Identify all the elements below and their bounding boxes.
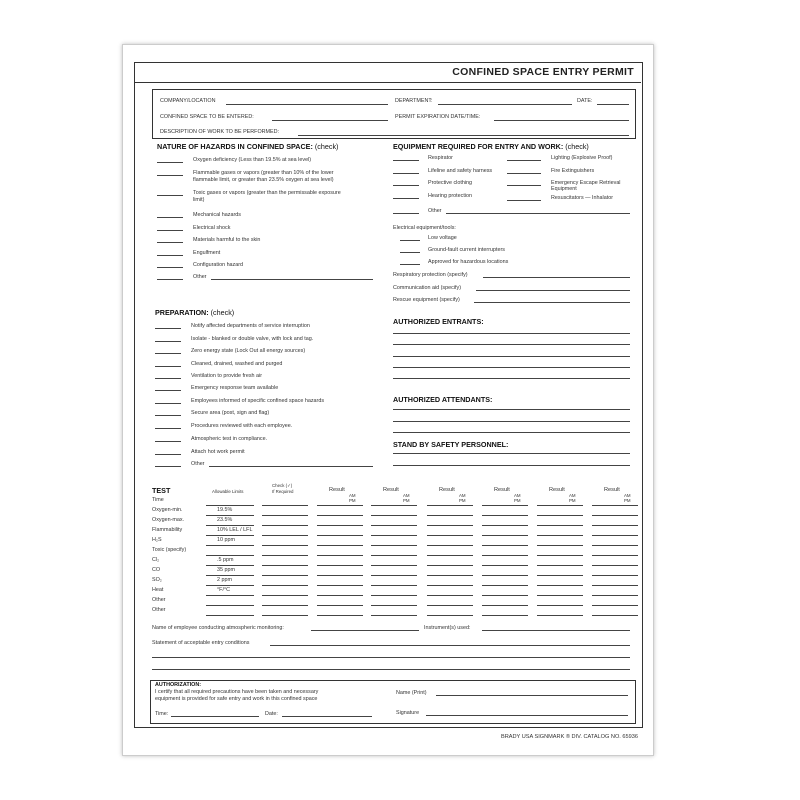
test-result-line[interactable] bbox=[427, 565, 473, 566]
allowable-header: Allowable Limits bbox=[212, 489, 244, 494]
test-row-name: H₂S bbox=[152, 537, 162, 543]
test-result-line[interactable] bbox=[371, 515, 417, 516]
test-row-name: Oxygen-max. bbox=[152, 517, 185, 523]
expiration-field[interactable] bbox=[494, 120, 629, 121]
equipment-item-label: Hearing protection bbox=[428, 193, 473, 199]
electrical-item-label: Low voltage bbox=[428, 235, 457, 241]
prep-check-blank[interactable] bbox=[155, 415, 181, 416]
equipment-item-label: Protective clothing bbox=[428, 180, 473, 186]
hazard-item-label: Engulfment bbox=[193, 250, 221, 256]
test-row-name: Flammability bbox=[152, 527, 183, 533]
authorization-text-2: equipment is provided for safe entry and work in this confined space bbox=[155, 696, 318, 702]
test-limit-line bbox=[206, 525, 254, 526]
test-result-line[interactable] bbox=[317, 545, 363, 546]
equipment-item-label: Respirator bbox=[428, 155, 453, 161]
test-result-line[interactable] bbox=[537, 535, 583, 536]
check-header: Check (✓) bbox=[272, 483, 293, 488]
equipment-check-blank[interactable] bbox=[393, 173, 419, 174]
prep-item-label: Isolate - blanked or double valve, with lock and tag. bbox=[191, 336, 314, 342]
test-result-line[interactable] bbox=[482, 505, 528, 506]
authorization-heading: AUTHORIZATION: bbox=[155, 682, 202, 688]
test-result-line[interactable] bbox=[427, 545, 473, 546]
result-am: AM bbox=[514, 493, 521, 498]
test-check-line[interactable] bbox=[262, 615, 308, 616]
equipment-right-check-blank[interactable] bbox=[507, 173, 541, 174]
prep-item-label: Attach hot work permit bbox=[191, 449, 245, 455]
standby-heading: STAND BY SAFETY PERSONNEL: bbox=[393, 440, 509, 449]
respiratory-field[interactable] bbox=[483, 277, 630, 278]
test-check-line[interactable] bbox=[262, 515, 308, 516]
prep-check-blank[interactable] bbox=[155, 390, 181, 391]
test-result-line[interactable] bbox=[592, 545, 638, 546]
test-limit-line bbox=[206, 565, 254, 566]
test-result-line[interactable] bbox=[317, 605, 363, 606]
test-result-line[interactable] bbox=[427, 615, 473, 616]
date-field[interactable] bbox=[597, 104, 629, 105]
equipment-right-label: Lighting (Explosive Proof) bbox=[551, 155, 613, 161]
test-result-line[interactable] bbox=[371, 535, 417, 536]
test-result-line[interactable] bbox=[537, 585, 583, 586]
test-row-limit: 19.5% bbox=[217, 507, 233, 513]
result-header: Result bbox=[329, 487, 345, 493]
test-result-line[interactable] bbox=[427, 555, 473, 556]
hazard-check-blank[interactable] bbox=[157, 230, 183, 231]
test-result-line[interactable] bbox=[482, 565, 528, 566]
hazard-item-label: Other bbox=[193, 274, 207, 280]
test-result-line[interactable] bbox=[592, 595, 638, 596]
equipment-right-check-blank[interactable] bbox=[507, 160, 541, 161]
test-row-limit: °F/°C bbox=[217, 587, 230, 593]
hazard-check-blank[interactable] bbox=[157, 279, 183, 280]
electrical-item-label: Ground-fault current interrupters bbox=[428, 247, 506, 253]
auth-signature-label: Signature bbox=[396, 710, 420, 716]
prep-item-label: Other bbox=[191, 461, 205, 467]
work-label: DESCRIPTION OF WORK TO BE PERFORMED: bbox=[160, 129, 280, 135]
test-result-line[interactable] bbox=[371, 545, 417, 546]
monitoring-field[interactable] bbox=[311, 630, 419, 631]
test-row-limit: 35 ppm bbox=[217, 567, 235, 573]
test-result-line[interactable] bbox=[592, 515, 638, 516]
test-result-line[interactable] bbox=[317, 565, 363, 566]
test-limit-line bbox=[206, 545, 254, 546]
test-result-line[interactable] bbox=[317, 505, 363, 506]
work-field[interactable] bbox=[298, 135, 629, 136]
instruments-field[interactable] bbox=[482, 630, 630, 631]
prep-item-label: Ventilation to provide fresh air bbox=[191, 373, 263, 379]
test-result-line[interactable] bbox=[317, 595, 363, 596]
test-result-line[interactable] bbox=[317, 575, 363, 576]
test-row-name: Toxic (specify) bbox=[152, 547, 187, 553]
test-result-line[interactable] bbox=[427, 525, 473, 526]
test-result-line[interactable] bbox=[482, 575, 528, 576]
test-result-line[interactable] bbox=[317, 555, 363, 556]
prep-check-blank[interactable] bbox=[155, 341, 181, 342]
test-limit-line bbox=[206, 535, 254, 536]
test-row-name: Time bbox=[152, 497, 164, 503]
rescue-label: Rescue equipment (specify) bbox=[393, 297, 460, 303]
test-row-name: Oxygen-min. bbox=[152, 507, 183, 513]
attendant-line[interactable] bbox=[393, 409, 630, 410]
prep-item-label: Notify affected departments of service interruption bbox=[191, 323, 310, 329]
test-limit-line bbox=[206, 595, 254, 596]
test-result-line[interactable] bbox=[317, 615, 363, 616]
result-pm: PM bbox=[624, 498, 631, 503]
test-result-line[interactable] bbox=[427, 595, 473, 596]
test-row-limit: 23.5% bbox=[217, 517, 233, 523]
equipment-right-label: Emergency Escape Retrieval bbox=[551, 180, 621, 186]
equipment-right-check-blank[interactable] bbox=[507, 185, 541, 186]
hazard-item-label: Electrical shock bbox=[193, 225, 231, 231]
result-pm: PM bbox=[514, 498, 521, 503]
hazard-item-label: flammable limit, or greater than 23.5% oxygen at sea level) bbox=[193, 177, 334, 183]
hazard-item-label: Materials harmful to the skin bbox=[193, 237, 261, 243]
electrical-label: Electrical equipment/tools: bbox=[393, 225, 456, 231]
test-row-name: Other bbox=[152, 597, 166, 603]
prep-check-blank[interactable] bbox=[155, 353, 181, 354]
entrant-line[interactable] bbox=[393, 367, 630, 368]
test-row-name: Cl₂ bbox=[152, 557, 160, 563]
result-pm: PM bbox=[569, 498, 576, 503]
result-header: Result bbox=[549, 487, 565, 493]
if-required-header: If Required bbox=[272, 489, 294, 494]
equipment-heading: EQUIPMENT REQUIRED FOR ENTRY AND WORK: (check) bbox=[393, 142, 589, 151]
date-label: DATE: bbox=[577, 98, 593, 104]
hazard-other-field[interactable] bbox=[211, 279, 373, 280]
hazard-item-label: Configuration hazard bbox=[193, 262, 244, 268]
test-result-line[interactable] bbox=[317, 535, 363, 536]
equipment-item-label: Other bbox=[428, 208, 442, 214]
result-header: Result bbox=[494, 487, 510, 493]
prep-check-blank[interactable] bbox=[155, 454, 181, 455]
test-row-limit: 10 ppm bbox=[217, 537, 235, 543]
test-check-line[interactable] bbox=[262, 585, 308, 586]
test-result-line[interactable] bbox=[317, 525, 363, 526]
equipment-check-blank[interactable] bbox=[393, 185, 419, 186]
standby-line[interactable] bbox=[393, 465, 630, 466]
test-result-line[interactable] bbox=[482, 595, 528, 596]
hazard-item-label: Mechanical hazards bbox=[193, 212, 241, 218]
hazard-item-label: limit) bbox=[193, 197, 205, 203]
result-header: Result bbox=[383, 487, 399, 493]
expiration-label: PERMIT EXPIRATION DATE/TIME: bbox=[395, 114, 481, 120]
auth-time-field[interactable] bbox=[171, 716, 259, 717]
test-result-line[interactable] bbox=[482, 555, 528, 556]
test-result-line[interactable] bbox=[537, 575, 583, 576]
entrant-line[interactable] bbox=[393, 333, 630, 334]
test-row-name: Heat bbox=[152, 587, 164, 593]
prep-item-label: Emergency response team available bbox=[191, 385, 279, 391]
hazard-check-blank[interactable] bbox=[157, 162, 183, 163]
authorization-box bbox=[150, 680, 636, 724]
test-result-line[interactable] bbox=[537, 525, 583, 526]
test-result-line[interactable] bbox=[317, 515, 363, 516]
electrical-check-blank[interactable] bbox=[400, 240, 420, 241]
equipment-right-check-blank[interactable] bbox=[507, 200, 541, 201]
test-result-line[interactable] bbox=[537, 565, 583, 566]
hazard-check-blank[interactable] bbox=[157, 217, 183, 218]
auth-date-label: Date: bbox=[265, 711, 278, 717]
test-result-line[interactable] bbox=[427, 575, 473, 576]
statement-line-2[interactable] bbox=[152, 657, 630, 658]
test-result-line[interactable] bbox=[482, 515, 528, 516]
test-result-line[interactable] bbox=[482, 615, 528, 616]
hazards-heading: NATURE OF HAZARDS IN CONFINED SPACE: (check) bbox=[157, 142, 339, 151]
entrant-line[interactable] bbox=[393, 356, 630, 357]
equipment-check-blank[interactable] bbox=[393, 160, 419, 161]
result-am: AM bbox=[569, 493, 576, 498]
test-result-line[interactable] bbox=[371, 525, 417, 526]
result-pm: PM bbox=[403, 498, 410, 503]
test-row-name: SO₂ bbox=[152, 577, 162, 583]
prep-check-blank[interactable] bbox=[155, 328, 181, 329]
result-am: AM bbox=[349, 493, 356, 498]
electrical-check-blank[interactable] bbox=[400, 252, 420, 253]
test-limit-line bbox=[206, 505, 254, 506]
auth-name-label: Name (Print) bbox=[396, 690, 427, 696]
prep-check-blank[interactable] bbox=[155, 366, 181, 367]
test-row-limit: .5 ppm bbox=[217, 557, 234, 563]
test-result-line[interactable] bbox=[537, 545, 583, 546]
authorization-text-1: I certify that all required precautions have been taken and necessary bbox=[155, 689, 319, 695]
test-row-limit: 10% LEL / LFL bbox=[217, 527, 253, 533]
test-check-line[interactable] bbox=[262, 595, 308, 596]
test-result-line[interactable] bbox=[482, 525, 528, 526]
communication-field[interactable] bbox=[476, 290, 630, 291]
entrant-line[interactable] bbox=[393, 344, 630, 345]
equipment-right-label: Fire Extinguishers bbox=[551, 168, 595, 174]
test-result-line[interactable] bbox=[592, 505, 638, 506]
test-limit-line bbox=[206, 555, 254, 556]
test-result-line[interactable] bbox=[371, 595, 417, 596]
catalog-footer: BRADY USA SIGNMARK ® DIV. CATALOG NO. 65936 bbox=[501, 734, 638, 740]
space-field[interactable] bbox=[272, 120, 388, 121]
respiratory-label: Respiratory protection (specify) bbox=[393, 272, 468, 278]
hazard-check-blank[interactable] bbox=[157, 267, 183, 268]
test-result-line[interactable] bbox=[427, 605, 473, 606]
result-header: Result bbox=[439, 487, 455, 493]
result-pm: PM bbox=[349, 498, 356, 503]
equipment-check-blank[interactable] bbox=[393, 198, 419, 199]
test-check-line[interactable] bbox=[262, 525, 308, 526]
result-am: AM bbox=[459, 493, 466, 498]
auth-date-field[interactable] bbox=[282, 716, 372, 717]
prep-check-blank[interactable] bbox=[155, 441, 181, 442]
test-result-line[interactable] bbox=[537, 605, 583, 606]
test-result-line[interactable] bbox=[592, 565, 638, 566]
attendant-line[interactable] bbox=[393, 421, 630, 422]
test-check-line[interactable] bbox=[262, 605, 308, 606]
hazard-check-blank[interactable] bbox=[157, 242, 183, 243]
test-result-line[interactable] bbox=[482, 545, 528, 546]
company-field[interactable] bbox=[226, 104, 388, 105]
test-result-line[interactable] bbox=[482, 535, 528, 536]
attendant-line[interactable] bbox=[393, 432, 630, 433]
auth-name-field[interactable] bbox=[436, 695, 628, 696]
test-result-line[interactable] bbox=[371, 575, 417, 576]
instruments-label: Instrument(s) used: bbox=[424, 625, 471, 631]
test-result-line[interactable] bbox=[537, 615, 583, 616]
hazard-check-blank[interactable] bbox=[157, 255, 183, 256]
test-result-line[interactable] bbox=[371, 565, 417, 566]
hazard-item-label: Toxic gases or vapors (greater than the permissable exposure bbox=[193, 190, 341, 196]
test-result-line[interactable] bbox=[537, 555, 583, 556]
prep-check-blank[interactable] bbox=[155, 466, 181, 467]
monitoring-label: Name of employee conducting atmospheric monitoring: bbox=[152, 625, 284, 631]
test-heading: TEST bbox=[152, 486, 171, 495]
electrical-item-label: Approved for hazardous locations bbox=[428, 259, 509, 265]
hazard-check-blank[interactable] bbox=[157, 195, 183, 196]
result-pm: PM bbox=[459, 498, 466, 503]
test-limit-line bbox=[206, 605, 254, 606]
test-result-line[interactable] bbox=[537, 595, 583, 596]
test-check-line[interactable] bbox=[262, 545, 308, 546]
standby-line[interactable] bbox=[393, 453, 630, 454]
test-result-line[interactable] bbox=[537, 515, 583, 516]
prep-check-blank[interactable] bbox=[155, 428, 181, 429]
test-result-line[interactable] bbox=[371, 605, 417, 606]
test-result-line[interactable] bbox=[371, 555, 417, 556]
test-result-line[interactable] bbox=[592, 585, 638, 586]
statement-label: Statement of acceptable entry conditions bbox=[152, 640, 250, 646]
hazard-check-blank[interactable] bbox=[157, 175, 183, 176]
prep-other-field[interactable] bbox=[209, 466, 373, 467]
hazard-item-label: Flammable gases or vapors (greater than 10% of the lower bbox=[193, 170, 334, 176]
test-result-line[interactable] bbox=[592, 615, 638, 616]
test-result-line[interactable] bbox=[427, 585, 473, 586]
equipment-check-blank[interactable] bbox=[393, 213, 419, 214]
test-result-line[interactable] bbox=[592, 535, 638, 536]
auth-signature-field[interactable] bbox=[426, 715, 628, 716]
test-result-line[interactable] bbox=[371, 505, 417, 506]
test-row-name: CO bbox=[152, 567, 161, 573]
page-title: CONFINED SPACE ENTRY PERMIT bbox=[452, 66, 634, 78]
equipment-other-field[interactable] bbox=[446, 213, 630, 214]
test-limit-line bbox=[206, 585, 254, 586]
equipment-item-label: Lifeline and safety harness bbox=[428, 168, 493, 174]
prep-check-blank[interactable] bbox=[155, 378, 181, 379]
test-result-line[interactable] bbox=[427, 535, 473, 536]
hazard-item-label: Oxygen deficiency (Less than 19.5% at sea level) bbox=[193, 157, 312, 163]
prep-item-label: Employees informed of specific confined space hazards bbox=[191, 398, 325, 404]
space-label: CONFINED SPACE TO BE ENTERED: bbox=[160, 114, 254, 120]
test-result-line[interactable] bbox=[592, 525, 638, 526]
department-field[interactable] bbox=[438, 104, 572, 105]
company-label: COMPANY/LOCATION bbox=[160, 98, 216, 104]
prep-item-label: Cleaned, drained, washed and purged bbox=[191, 361, 283, 367]
prep-item-label: Zero energy state (Lock Out all energy sources) bbox=[191, 348, 306, 354]
test-result-line[interactable] bbox=[537, 505, 583, 506]
department-label: DEPARTMENT: bbox=[395, 98, 433, 104]
test-row-limit: 2 ppm bbox=[217, 577, 232, 583]
test-check-line[interactable] bbox=[262, 555, 308, 556]
test-check-line[interactable] bbox=[262, 535, 308, 536]
communication-label: Communication aid (specify) bbox=[393, 285, 462, 291]
test-result-line[interactable] bbox=[592, 555, 638, 556]
preparation-heading: PREPARATION: (check) bbox=[155, 308, 235, 317]
test-check-line[interactable] bbox=[262, 565, 308, 566]
title-rule bbox=[134, 82, 641, 83]
test-result-line[interactable] bbox=[427, 515, 473, 516]
prep-item-label: Atmospheric test in compliance. bbox=[191, 436, 268, 442]
entrants-heading: AUTHORIZED ENTRANTS: bbox=[393, 317, 484, 326]
test-result-line[interactable] bbox=[592, 575, 638, 576]
test-result-line[interactable] bbox=[317, 585, 363, 586]
test-result-line[interactable] bbox=[482, 605, 528, 606]
result-header: Result bbox=[604, 487, 620, 493]
prep-item-label: Secure area (post, sign and flag) bbox=[191, 410, 270, 416]
test-row-name: Other bbox=[152, 607, 166, 613]
prep-item-label: Procedures reviewed with each employee. bbox=[191, 423, 293, 429]
test-limit-line bbox=[206, 615, 254, 616]
test-check-line[interactable] bbox=[262, 505, 308, 506]
test-result-line[interactable] bbox=[371, 615, 417, 616]
result-am: AM bbox=[403, 493, 410, 498]
test-result-line[interactable] bbox=[427, 505, 473, 506]
test-limit-line bbox=[206, 515, 254, 516]
equipment-right-label: Equipment bbox=[551, 186, 577, 192]
test-result-line[interactable] bbox=[371, 585, 417, 586]
equipment-right-label: Resuscitators — Inhalator bbox=[551, 195, 614, 201]
entrant-line[interactable] bbox=[393, 378, 630, 379]
attendants-heading: AUTHORIZED ATTENDANTS: bbox=[393, 395, 493, 404]
statement-line-3[interactable] bbox=[152, 669, 630, 670]
electrical-check-blank[interactable] bbox=[400, 264, 420, 265]
auth-time-label: Time: bbox=[155, 711, 169, 717]
rescue-field[interactable] bbox=[474, 302, 630, 303]
test-result-line[interactable] bbox=[482, 585, 528, 586]
prep-check-blank[interactable] bbox=[155, 403, 181, 404]
statement-field[interactable] bbox=[270, 645, 630, 646]
test-result-line[interactable] bbox=[592, 605, 638, 606]
result-am: AM bbox=[624, 493, 631, 498]
test-check-line[interactable] bbox=[262, 575, 308, 576]
test-limit-line bbox=[206, 575, 254, 576]
